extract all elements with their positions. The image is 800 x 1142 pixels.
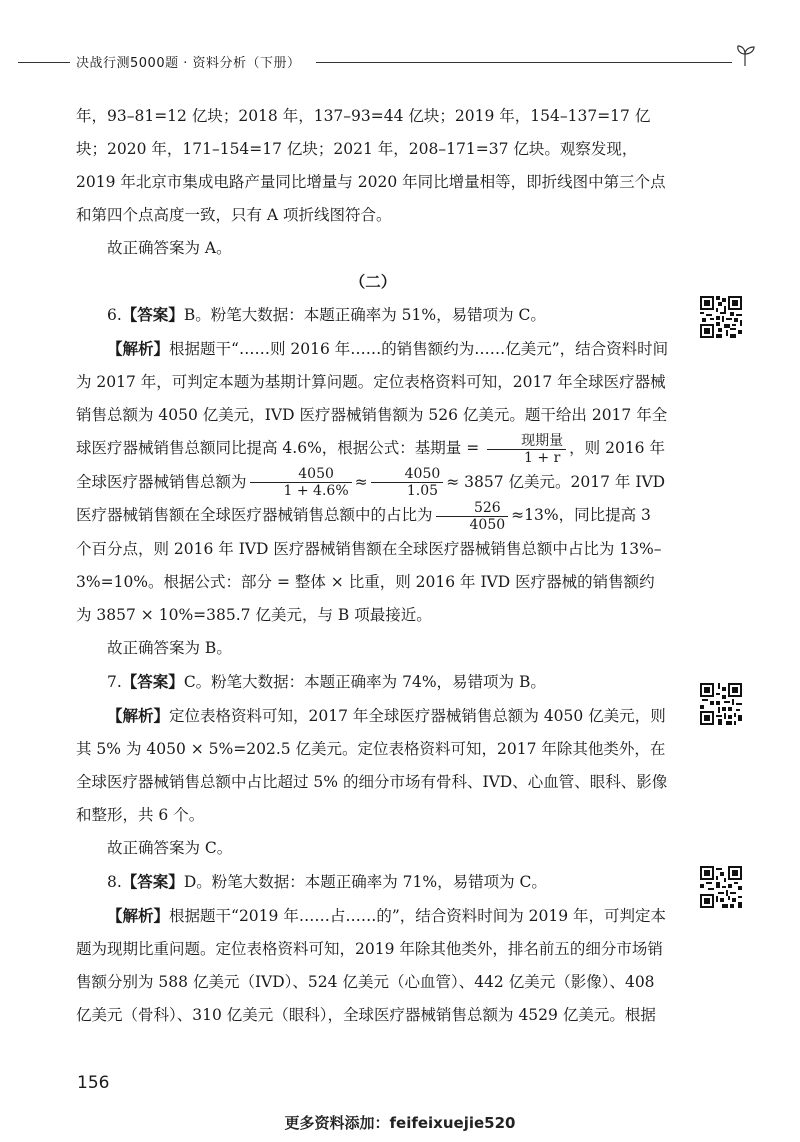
q6-answer [76,298,670,332]
fraction-numerator: 526 [436,500,509,517]
sprout-icon [732,42,758,68]
approx-sign: ≈ [354,472,368,491]
fraction-denominator: 1.05 [406,483,439,499]
q6-analysis-part2: ，则 2016 年全球医疗器械销售总额为 [76,439,665,491]
q7-conclusion: 故正确答案为 C。 [107,838,233,857]
fraction-numerator: 现期量 [487,433,566,450]
page-content [76,100,670,1032]
fraction-2016-total [250,466,352,499]
qr-code-icon[interactable] [700,683,742,725]
q8-analysis-tag: 【解析】 [107,905,170,925]
fraction-numerator: 4050 [250,466,352,483]
q7-analysis-tag: 【解析】 [107,705,170,725]
q8-analysis-text: 根据题干“2019 年……占……的”，结合资料时间为 2019 年，可判定本题为现期比重问题。定位表格资料可知，2019 年除其他类外，排名前五的细分市场销售额分别为 588 亿美元（IVD）、524 亿美元（心血管）、442 亿美元（影像）、408 亿美元（骨科）、310 亿美元（眼科），全球医疗器械销售总额为 4529 亿美元。根据 [76,906,667,1024]
q6-answer-text: B。粉笔大数据：本题正确率为 51%，易错项为 C。 [183,306,546,324]
fraction-approx [371,466,444,499]
footer-watermark: 更多资料添加：feifeixuejie520 [284,1114,516,1132]
fraction-denominator: 1 + r [524,449,561,466]
fraction-ivd-share [436,500,509,533]
qr-code-icon[interactable] [700,296,742,338]
qr-code-icon[interactable] [700,866,742,908]
conclusion-5: 故正确答案为 A。 [107,239,232,257]
q7-answer-text: C。粉笔大数据：本题正确率为 74%，易错项为 B。 [183,672,546,691]
fraction-denominator: 4050 [469,516,506,533]
q7-answer-tag: 【答案】 [121,671,184,691]
header-rule-right [316,62,732,63]
header-title: 决战行测5000题 · 资料分析（下册） [76,56,301,71]
q7-number: 7. [107,672,122,691]
q8-answer-tag: 【答案】 [121,871,184,891]
fraction-denominator: 1 + 4.6% [283,483,349,499]
q6-analysis [76,332,670,632]
fraction-numerator: 4050 [371,466,444,483]
header-rule-left [18,62,70,63]
q7-answer [76,665,670,699]
q8-analysis [76,899,670,1032]
q6-analysis-part4: ≈13%，同比提高 3 个百分点，则 2016 年 IVD 医疗器械销售额在全球医疗器械销售总额中占比为 13%–3%=10%。根据公式：部分 = 整体 × 比重，则 2016 年 IVD 医疗器械的销售额约为 3857 × 10%=385.7 亿美元，与 B 项最接近。 [76,506,662,624]
q6-answer-tag: 【答案】 [121,305,184,324]
paragraph-continued: 年，93–81=12 亿块；2018 年，137–93=44 亿块；2019 年，154–137=17 亿块；2020 年，171–154=17 亿块；2021 年，208–171=37 亿块。观察发现，2019 年北京市集成电路产量同比增量与 2020 年同比增量相等，即折线图中第三个点和第四个点高度一致，只有 A 项折线图符合。 [76,107,666,224]
q6-analysis-tag: 【解析】 [107,339,170,358]
q8-answer-text: D。粉笔大数据：本题正确率为 71%，易错项为 C。 [183,872,547,891]
section-title: （二） [349,272,397,291]
formula-fraction-base [487,433,566,466]
q8-number: 8. [107,872,122,891]
q6-number: 6. [107,306,122,324]
q7-analysis-text: 定位表格资料可知，2017 年全球医疗器械销售总额为 4050 亿美元，则其 5% 为 4050 × 5%=202.5 亿美元。定位表格资料可知，2017 年除其他类外，在全球医疗器械销售总额中占比超过 5% 的细分市场有骨科、IVD、心血管、眼科、影像和整形，共 6 个。 [76,706,668,824]
q6-conclusion: 故正确答案为 B。 [107,638,232,657]
page-number: 156 [77,1073,110,1093]
q6-analysis-part1: 根据题干“……则 2016 年……的销售额约为……亿美元”，结合资料时间为 2017 年，可判定本题为基期计算问题。定位表格资料可知，2017 年全球医疗器械销售总额为 4050 亿美元，IVD 医疗器械销售额为 526 亿美元。题干给出 2017 年全球医疗器械销售总额同比提高 4.6%，根据公式：基期量 = [76,340,669,457]
q7-analysis [76,699,670,832]
q8-answer [76,865,670,899]
running-header [18,50,758,74]
q6-analysis-part3: ≈ 3857 亿美元。2017 年 IVD 医疗器械销售额在全球医疗器械销售总额中的占比为 [76,472,666,524]
